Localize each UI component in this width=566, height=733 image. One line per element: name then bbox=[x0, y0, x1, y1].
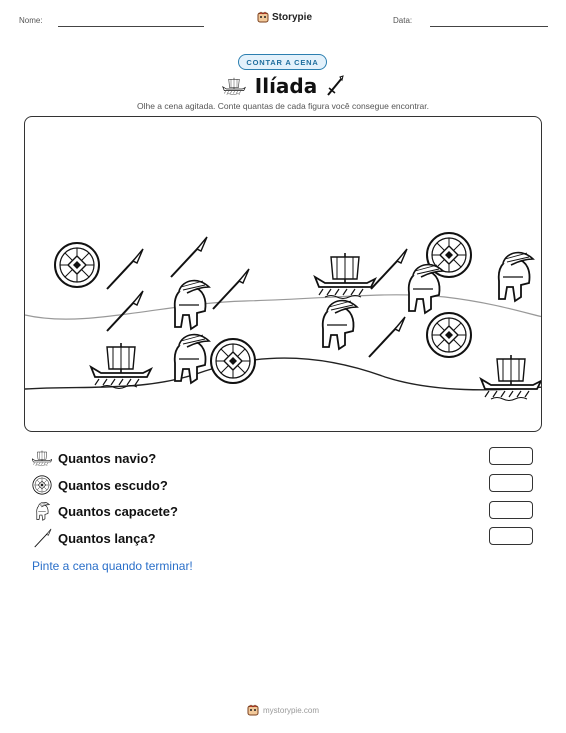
question-row bbox=[32, 528, 156, 548]
brand-name: Storypie bbox=[272, 11, 313, 23]
helmet-icon bbox=[32, 501, 52, 521]
brand-logo bbox=[257, 11, 312, 23]
storypie-footer-icon bbox=[247, 704, 259, 716]
spear-1 bbox=[107, 249, 143, 289]
name-field[interactable] bbox=[58, 26, 204, 27]
name-label: Nome: bbox=[19, 16, 43, 25]
spear-6 bbox=[369, 317, 405, 357]
hill-line-back bbox=[25, 295, 542, 319]
spear-5 bbox=[371, 249, 407, 289]
question-row bbox=[32, 448, 156, 468]
question-label: Quantos capacete? bbox=[58, 503, 178, 519]
helmet-3 bbox=[323, 301, 357, 349]
spear-3 bbox=[213, 269, 249, 309]
date-field[interactable] bbox=[430, 26, 548, 27]
answer-box[interactable] bbox=[489, 447, 533, 465]
spear-4 bbox=[107, 291, 143, 331]
helmet-5 bbox=[499, 253, 533, 301]
helmet-2 bbox=[175, 335, 209, 383]
storypie-logo-icon bbox=[257, 11, 269, 23]
shield-3 bbox=[427, 313, 471, 357]
shield-1 bbox=[55, 243, 99, 287]
activity-badge: CONTAR A CENA bbox=[238, 54, 327, 70]
ship-3 bbox=[481, 355, 541, 401]
counting-scene bbox=[24, 116, 542, 432]
question-label: Quantos navio? bbox=[58, 450, 157, 466]
scene-illustration bbox=[25, 117, 542, 432]
title-text: Ilíada bbox=[254, 74, 318, 98]
question-label: Quantos escudo? bbox=[58, 477, 168, 493]
date-label: Data: bbox=[393, 16, 413, 25]
spear-icon bbox=[32, 528, 52, 548]
answer-box[interactable] bbox=[489, 474, 533, 492]
sword-icon bbox=[325, 75, 345, 97]
helmet-4 bbox=[409, 265, 443, 313]
question-row bbox=[32, 501, 178, 521]
page-title bbox=[0, 74, 566, 98]
answer-box[interactable] bbox=[489, 527, 533, 545]
coloring-note: Pinte a cena quando terminar! bbox=[32, 559, 193, 573]
footer-url[interactable]: mystorypie.com bbox=[262, 705, 319, 715]
shield-icon bbox=[32, 475, 52, 495]
ship-icon bbox=[32, 449, 52, 467]
ship-1 bbox=[315, 253, 375, 299]
ship-title-icon bbox=[221, 77, 247, 95]
question-label: Quantos lança? bbox=[58, 530, 156, 546]
spear-2 bbox=[171, 237, 207, 277]
helmet-1 bbox=[175, 281, 209, 329]
question-row bbox=[32, 475, 168, 495]
shield-4 bbox=[211, 339, 255, 383]
ship-2 bbox=[91, 343, 151, 389]
footer bbox=[0, 704, 566, 716]
instructions: Olhe a cena agitada. Conte quantas de cada figura você consegue encontrar. bbox=[136, 101, 430, 111]
answer-box[interactable] bbox=[489, 501, 533, 519]
